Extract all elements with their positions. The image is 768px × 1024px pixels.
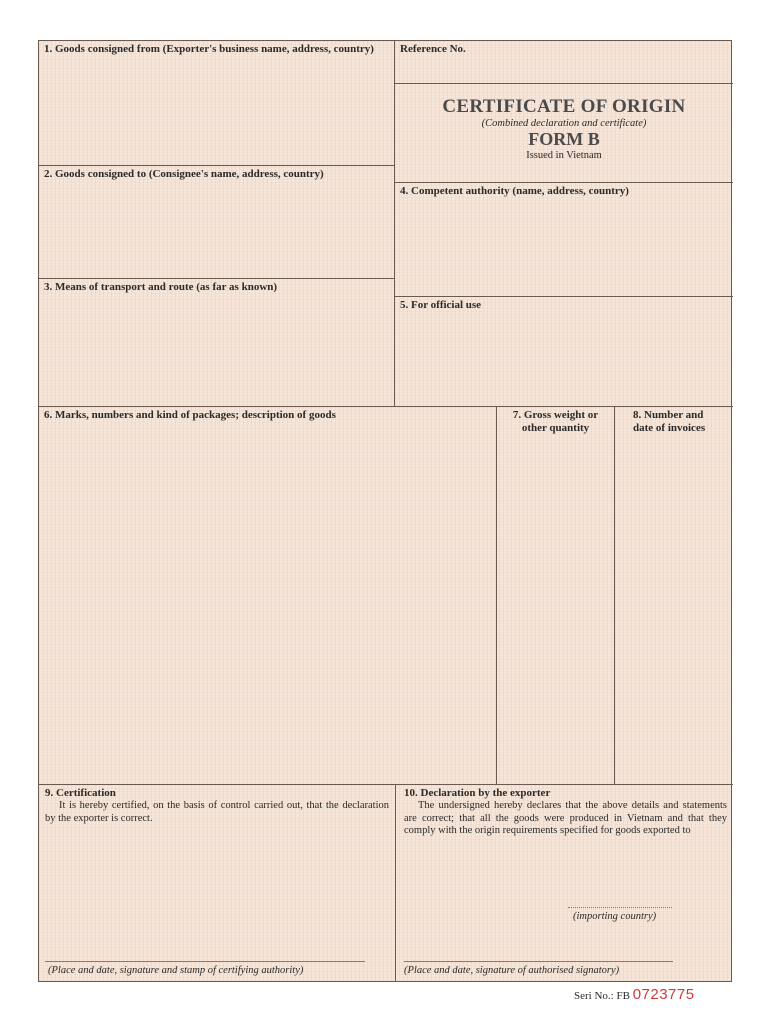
page-subtitle: (Combined declaration and certificate) [481, 118, 647, 129]
box4-label: 4. Competent authority (name, address, country) [400, 185, 629, 197]
box-certification[interactable] [39, 785, 396, 981]
issued-in: Issued in Vietnam [526, 150, 602, 161]
box8-label: 8. Number and date of invoices [633, 409, 706, 434]
box5-label: 5. For official use [400, 299, 482, 311]
serial-number [574, 986, 695, 1003]
serial-value: 0723775 [632, 986, 695, 1003]
declaration-footer: (Place and date, signature of authorised signatory) [404, 965, 620, 976]
box-goods-description[interactable] [39, 407, 497, 785]
page-title: CERTIFICATE OF ORIGIN [442, 96, 686, 117]
box6-label: 6. Marks, numbers and kind of packages; description of goods [44, 409, 336, 421]
box-goods-consigned-from[interactable] [39, 41, 395, 166]
importing-country-line [568, 907, 672, 908]
serial-label: Seri No.: FB [574, 990, 630, 1002]
declaration-signature-line [404, 961, 673, 962]
certification-footer: (Place and date, signature and stamp of certifying authority) [48, 965, 304, 976]
box-goods-consigned-to[interactable] [39, 166, 395, 279]
importing-country-caption: (importing country) [573, 911, 657, 922]
box7-label: 7. Gross weight or other quantity [512, 409, 599, 434]
form-name: FORM B [528, 129, 600, 149]
title-block [395, 84, 733, 183]
box1-label: 1. Goods consigned from (Exporter's business name, address, country) [44, 43, 374, 55]
box-gross-weight[interactable] [497, 407, 615, 785]
box-exporter-declaration[interactable] [396, 785, 733, 981]
box-invoices[interactable] [615, 407, 733, 785]
declaration-heading: 10. Declaration by the exporter [404, 787, 551, 799]
certification-text: It is hereby certified, on the basis of control carried out, that the declaration by the exporter is correct. [45, 800, 389, 824]
declaration-text: The undersigned hereby declares that the above details and statements are correct; that all the goods were produced in Vietnam and that they comply with the origin requirements specified for goods exported to [404, 800, 727, 836]
box-competent-authority[interactable] [395, 183, 733, 297]
certification-heading: 9. Certification [45, 787, 116, 799]
box-means-of-transport[interactable] [39, 279, 395, 407]
certification-signature-line [45, 961, 365, 962]
certificate-form [38, 40, 732, 982]
box3-label: 3. Means of transport and route (as far as known) [44, 281, 278, 293]
box-official-use[interactable] [395, 297, 733, 407]
box-reference-no[interactable] [395, 41, 733, 84]
reference-label: Reference No. [400, 43, 466, 55]
box2-label: 2. Goods consigned to (Consignee's name, address, country) [44, 168, 324, 180]
